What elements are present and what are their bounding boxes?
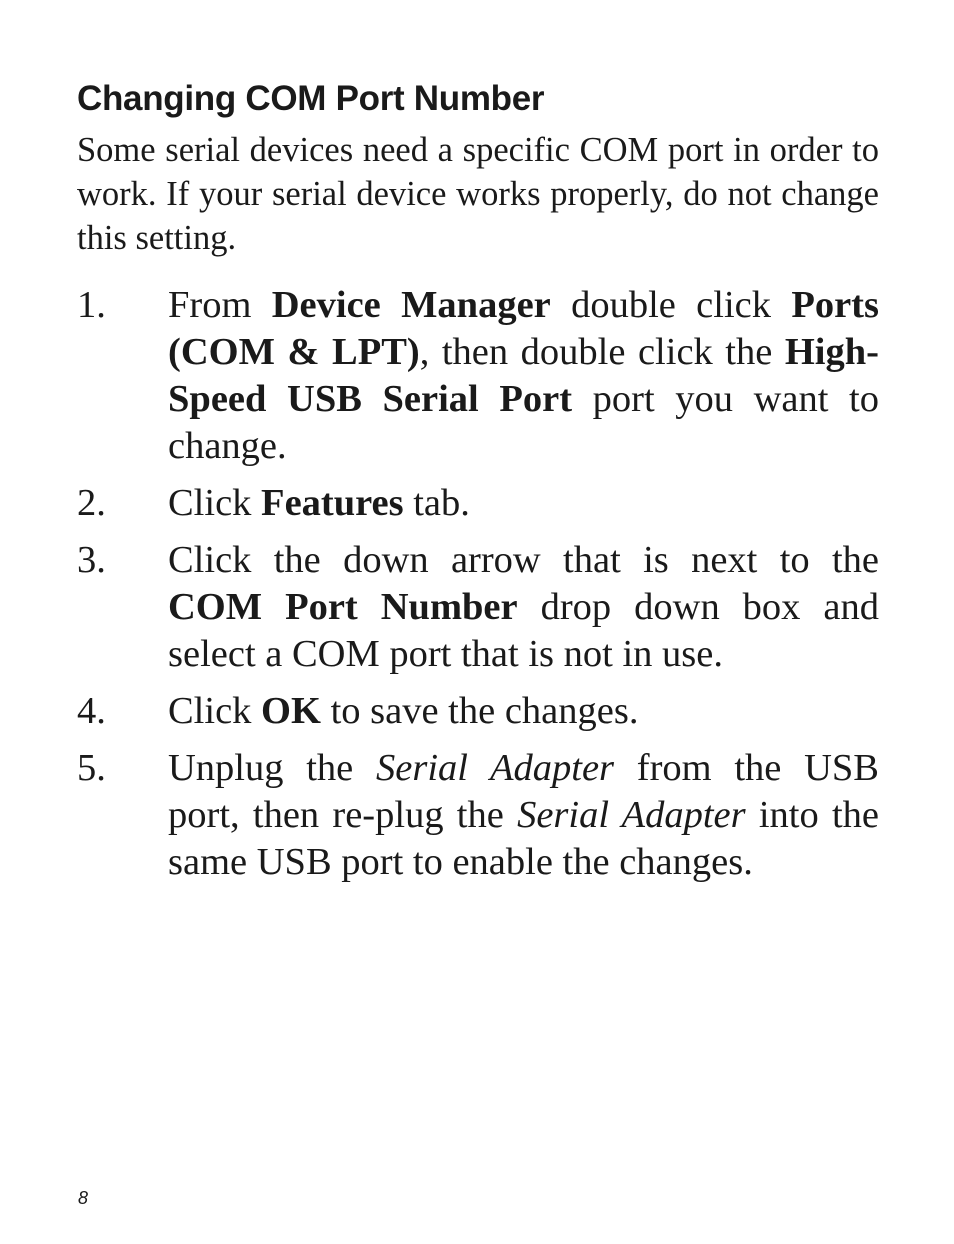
- step-text-segment: drop down box and select a COM port that is not in use.: [168, 586, 879, 675]
- intro-paragraph: Some serial devices need a specific COM port in order to work. If your serial device works properly, do not change this setting.: [77, 131, 879, 257]
- step-text-italic: Serial Adapter: [517, 794, 746, 836]
- step-text-bold: Ports (COM & LPT): [168, 284, 879, 373]
- section-heading: Changing COM Port Number: [77, 79, 545, 118]
- step-text-segment: Click: [168, 482, 262, 524]
- steps-list: [77, 282, 879, 886]
- step-text-bold: High-Speed USB Serial Port: [168, 331, 879, 420]
- step-text-segment: into the same USB port to enable the changes.: [168, 794, 879, 883]
- step-text: [168, 537, 879, 678]
- step-text-segment: Click the down arrow that is next to the: [168, 539, 879, 581]
- step-text-segment: Unplug the: [168, 747, 376, 789]
- step-number: 4.: [77, 690, 106, 732]
- page-number: 8: [78, 1188, 89, 1208]
- step-text-segment: From: [168, 284, 272, 326]
- step-item: [77, 745, 879, 886]
- step-item: [77, 480, 879, 527]
- step-text-bold: Features: [261, 482, 404, 524]
- step-text-bold: COM Port Number: [168, 586, 518, 628]
- step-item: [77, 537, 879, 678]
- step-text-segment: Click: [168, 690, 262, 732]
- step-text-bold: Device Manager: [271, 284, 551, 326]
- step-item: [77, 282, 879, 470]
- step-text-segment: to save the changes.: [320, 690, 639, 732]
- step-item: [77, 688, 879, 735]
- step-text-segment: port you want to change.: [168, 378, 879, 467]
- page-content: [77, 78, 879, 896]
- step-number: 3.: [77, 539, 106, 581]
- step-number: 1.: [77, 284, 106, 326]
- step-text-bold: OK: [261, 690, 321, 732]
- step-text-segment: from the USB port, then re-plug the: [168, 747, 879, 836]
- step-text-segment: , then double click the: [419, 331, 785, 373]
- step-text-segment: double click: [550, 284, 792, 326]
- step-text: [168, 745, 879, 886]
- step-number: 2.: [77, 482, 106, 524]
- step-text: [168, 480, 879, 527]
- step-text: [168, 282, 879, 470]
- step-text-italic: Serial Adapter: [376, 747, 615, 789]
- step-text: [168, 688, 879, 735]
- step-number: 5.: [77, 747, 106, 789]
- step-text-segment: tab.: [403, 482, 470, 524]
